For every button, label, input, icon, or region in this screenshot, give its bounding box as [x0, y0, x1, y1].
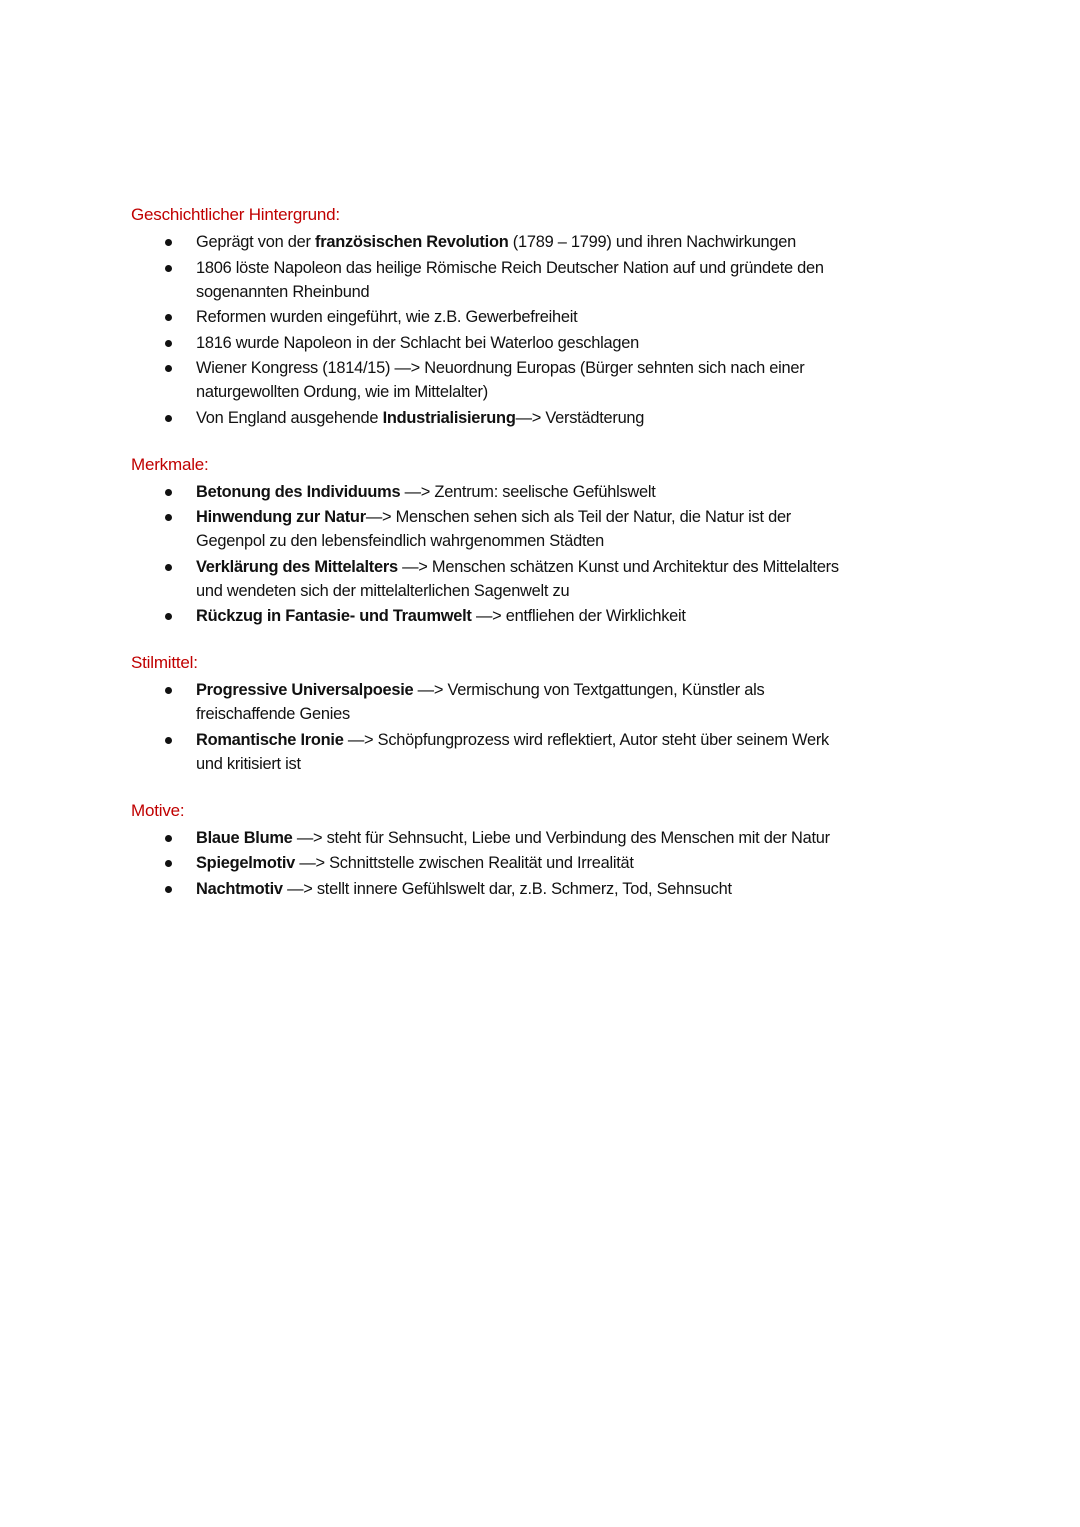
text-segment: Reformen wurden eingeführt, wie z.B. Gewerbefreiheit [196, 308, 578, 326]
bullet-icon [165, 265, 172, 272]
bold-term: Verklärung des Mittelalters [196, 557, 398, 576]
text-line [196, 230, 1031, 254]
text-segment: 1806 löste Napoleon das heilige Römische Reich Deutscher Nation auf und gründete den [196, 258, 824, 277]
section-heading: Stilmittel: [131, 653, 198, 672]
section-heading: Geschichtlicher Hintergrund: [131, 205, 340, 224]
section-heading: Motive: [131, 800, 185, 820]
bold-term: Industrialisierung [382, 408, 516, 427]
bold-term: Hinwendung zur Natur [196, 508, 366, 526]
text-segment: —> Zentrum: seelische Gefühlswelt [400, 482, 656, 501]
list-item [131, 826, 1031, 850]
text-segment: —> Verstädterung [515, 408, 645, 427]
list-item [131, 230, 1031, 254]
bullet-list [131, 480, 1031, 629]
text-segment: Gegenpol zu den lebensfeindlich wahrgenommen Städten [196, 532, 604, 550]
text-segment: und kritisiert ist [196, 754, 301, 773]
text-line [196, 280, 1031, 304]
bold-term: Nachtmotiv [196, 879, 283, 898]
text-line [196, 579, 1031, 603]
list-item [131, 604, 1031, 628]
list-item [131, 555, 1031, 603]
bullet-icon [165, 314, 172, 321]
bullet-icon [165, 613, 172, 620]
text-line [196, 752, 1031, 776]
list-item [131, 406, 1031, 430]
bullet-icon [165, 514, 172, 521]
list-item [131, 331, 1031, 355]
list-item [131, 256, 1031, 304]
bullet-icon [165, 415, 172, 422]
bullet-icon [165, 860, 172, 867]
text-line [196, 529, 1031, 553]
section [131, 799, 1031, 901]
text-line [196, 406, 1031, 430]
text-line [196, 356, 1031, 380]
bullet-list [131, 678, 1031, 776]
bullet-list [131, 826, 1031, 901]
bold-term: Betonung des Individuums [196, 482, 401, 501]
list-item [131, 728, 1031, 776]
section [131, 453, 1031, 629]
text-line [196, 331, 1031, 355]
bold-term: Blaue Blume [196, 828, 293, 847]
bullet-icon [165, 564, 172, 571]
text-line [196, 256, 1031, 280]
text-segment: —> Vermischung von Textgattungen, Künstler als [413, 681, 765, 699]
bold-term: französischen Revolution [315, 233, 509, 251]
section-heading: Merkmale: [131, 454, 209, 474]
text-segment: sogenannten Rheinbund [196, 282, 370, 301]
bold-term: Progressive Universalpoesie [196, 681, 414, 699]
section [131, 203, 1031, 430]
text-segment: Von England ausgehende [196, 408, 383, 427]
list-item [131, 851, 1031, 875]
text-segment: —> steht für Sehnsucht, Liebe und Verbindung des Menschen mit der Natur [292, 828, 830, 847]
text-segment: Wiener Kongress (1814/15) —> Neuordnung Europas (Bürger sehnten sich nach einer [196, 359, 805, 377]
bullet-icon [165, 687, 172, 694]
bullet-list [131, 230, 1031, 430]
text-segment: —> Menschen schätzen Kunst und Architektur des Mittelalters [397, 557, 839, 576]
text-segment: —> entfliehen der Wirklichkeit [471, 607, 686, 625]
bullet-icon [165, 737, 172, 744]
text-line [196, 555, 1031, 579]
bullet-icon [165, 239, 172, 246]
text-segment: —> Menschen sehen sich als Teil der Natur, die Natur ist der [365, 508, 792, 526]
bullet-icon [165, 835, 172, 842]
list-item [131, 480, 1031, 504]
text-line [196, 678, 1031, 702]
text-line [196, 702, 1031, 726]
bullet-icon [165, 340, 172, 347]
list-item [131, 877, 1031, 901]
document-page [131, 203, 1031, 924]
text-segment: und wendeten sich der mittelalterlichen Sagenwelt zu [196, 581, 570, 600]
bold-term: Spiegelmotiv [196, 854, 296, 872]
text-segment: —> Schnittstelle zwischen Realität und Irrealität [295, 854, 634, 872]
text-segment: —> stellt innere Gefühlswelt dar, z.B. Schmerz, Tod, Sehnsucht [282, 879, 732, 898]
text-line [196, 604, 1031, 628]
text-line [196, 877, 1031, 901]
bullet-icon [165, 489, 172, 496]
list-item [131, 505, 1031, 553]
text-line [196, 505, 1031, 529]
bullet-icon [165, 886, 172, 893]
text-segment: freischaffende Genies [196, 705, 350, 723]
list-item [131, 305, 1031, 329]
bold-term: Rückzug in Fantasie- und Traumwelt [196, 607, 472, 625]
text-segment: Geprägt von der [196, 233, 316, 251]
text-line [196, 480, 1031, 504]
section [131, 651, 1031, 776]
text-line [196, 728, 1031, 752]
text-segment: —> Schöpfungprozess wird reflektiert, Autor steht über seinem Werk [343, 730, 829, 749]
text-line [196, 826, 1031, 850]
text-segment: 1816 wurde Napoleon in der Schlacht bei Waterloo geschlagen [196, 333, 639, 352]
bullet-icon [165, 365, 172, 372]
list-item [131, 356, 1031, 404]
list-item [131, 678, 1031, 726]
text-line [196, 851, 1031, 875]
text-line [196, 305, 1031, 329]
bold-term: Romantische Ironie [196, 730, 344, 749]
text-segment: (1789 – 1799) und ihren Nachwirkungen [508, 233, 797, 251]
text-segment: naturgewollten Ordung, wie im Mittelalter) [196, 383, 488, 401]
text-line [196, 380, 1031, 404]
